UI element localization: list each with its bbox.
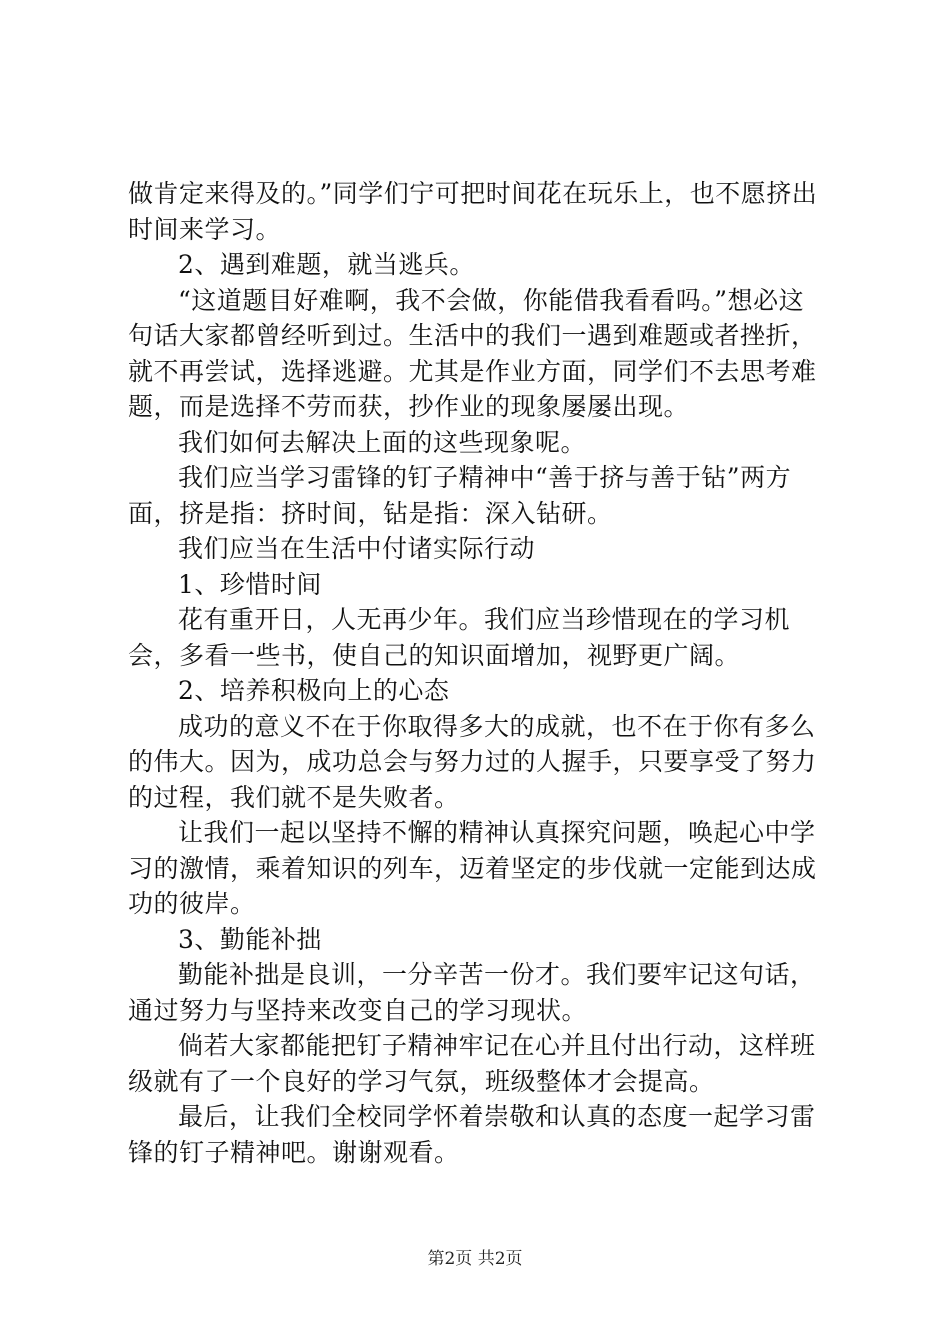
paragraph-class-atmosphere: 倘若大家都能把钉子精神牢记在心并且付出行动，这样班级就有了一个良好的学习气氛，班级整体才会提高。 [128, 1031, 816, 1096]
paragraph-action: 我们应当在生活中付诸实际行动 [178, 534, 536, 563]
paragraph-continuation: 做肯定来得及的。”同学们宁可把时间花在玩乐上，也不愿挤出时间来学习。 [128, 179, 818, 244]
paragraph-closing: 最后，让我们全校同学怀着崇敬和认真的态度一起学习雷锋的钉子精神吧。谢谢观看。 [128, 1102, 816, 1167]
paragraph-cherish-time: 花有重开日，人无再少年。我们应当珍惜现在的学习机会，多看一些书，使自己的知识面增加，视野更广阔。 [128, 605, 791, 670]
paragraph-nail-spirit: 我们应当学习雷锋的钉子精神中“善于挤与善于钻”两方面，挤是指：挤时间，钻是指：深入钻研。 [128, 463, 792, 528]
document-body [128, 176, 828, 1170]
paragraph-diligence: 勤能补拙是良训，一分辛苦一份才。我们要牢记这句话，通过努力与坚持来改变自己的学习现状。 [128, 960, 816, 1025]
heading-positive-attitude: 2、培养积极向上的心态 [178, 676, 450, 705]
page-number-footer: 第2页 共2页 [427, 1249, 523, 1269]
paragraph-persistence: 让我们一起以坚持不懈的精神认真探究问题，唤起心中学习的激情，乘着知识的列车，迈着坚定的步伐就一定能到达成功的彼岸。 [128, 818, 817, 918]
heading-cherish-time: 1、珍惜时间 [178, 569, 322, 599]
paragraph-quote-homework: “这道题目好难啊，我不会做，你能借我看看吗。”想必这句话大家都曾经听到过。生活中的我们一遇到难题或者挫折，就不再尝试，选择逃避。尤其是作业方面，同学们不去思考难题，而是选择不劳而获，抄作业的现象屡屡出现。 [128, 285, 817, 421]
heading-point-2-escape: 2、遇到难题，就当逃兵。 [178, 250, 475, 279]
paragraph-success-meaning: 成功的意义不在于你取得多大的成就，也不在于你有多么的伟大。因为，成功总会与努力过的人握手，只要享受了努力的过程，我们就不是失败者。 [128, 711, 817, 812]
paragraph-question: 我们如何去解决上面的这些现象呢。 [178, 427, 587, 457]
heading-diligence: 3、勤能补拙 [178, 924, 322, 954]
